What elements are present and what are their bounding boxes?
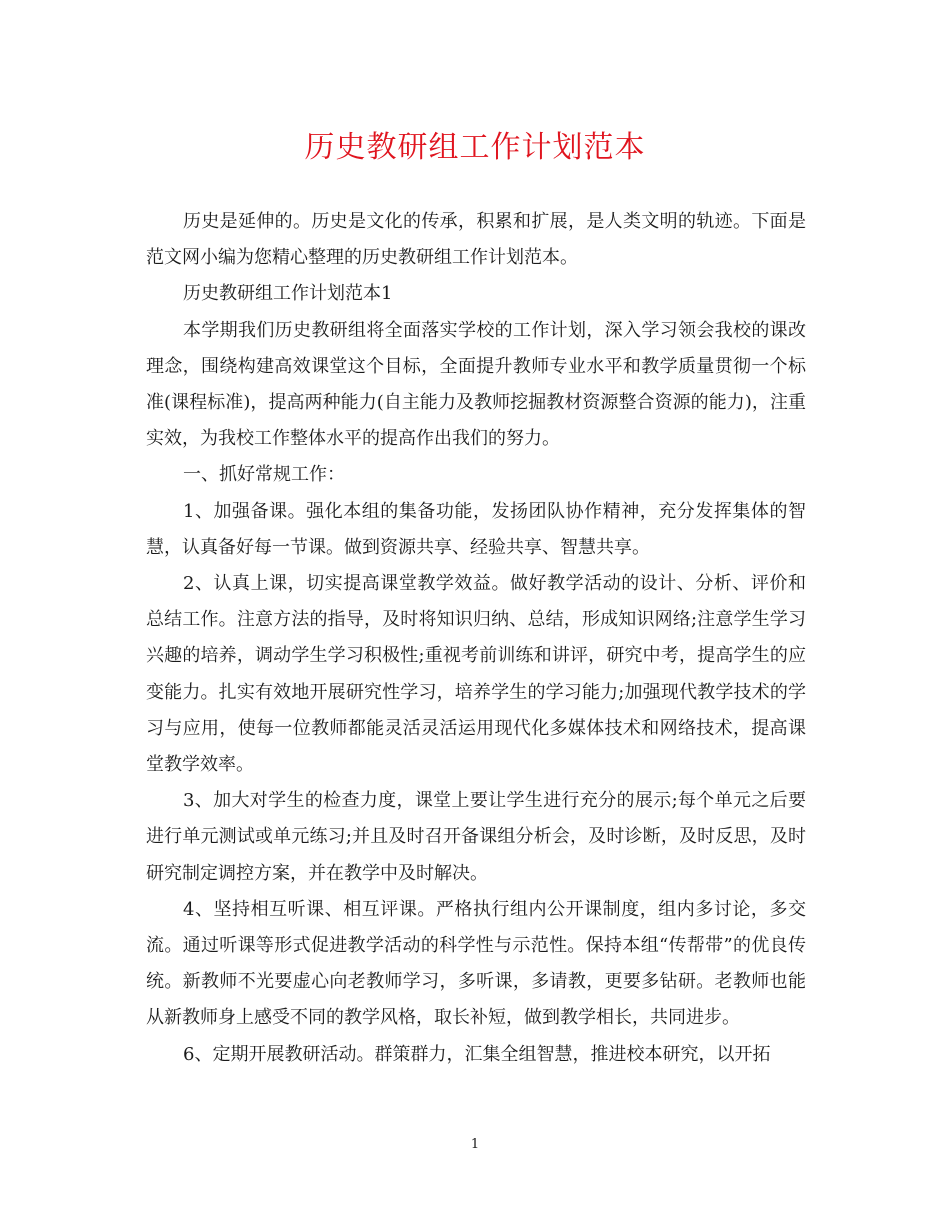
section-heading: 历史教研组工作计划范本1	[183, 283, 393, 305]
list-item: 4、坚持相互听课、相互评课。严格执行组内公开课制度，组内多讨论，多交流。通过听课等形式促进教学活动的科学性与示范性。保持本组“传帮带”的优良传统。新教师不光要虚心向老教师学习，多听课，多请教，更要多钻研。老教师也能从新教师身上感受不同的教学风格，取长补短，做到教学相长，共同进步。	[146, 898, 806, 1029]
list-item: 3、加大对学生的检查力度，课堂上要让学生进行充分的展示;每个单元之后要进行单元测试或单元练习;并且及时召开备课组分析会，及时诊断，及时反思，及时研究制定调控方案，并在教学中及时解决。	[146, 790, 806, 884]
body-paragraph: 本学期我们历史教研组将全面落实学校的工作计划，深入学习领会我校的课改理念，围绕构建高效课堂这个目标，全面提升教师专业水平和教学质量贯彻一个标准(课程标准)，提高两种能力(自主能力及教师挖掘教材资源整合资源的能力)，注重实效，为我校工作整体水平的提高作出我们的努力。	[146, 319, 806, 450]
list-item: 6、定期开展教研活动。群策群力，汇集全组智慧，推进校本研究，以开拓	[183, 1043, 771, 1065]
subsection-heading: 一、抓好常规工作：	[183, 464, 345, 486]
page-number: 1	[470, 1137, 480, 1152]
document-title: 历史教研组工作计划范本	[304, 130, 646, 165]
list-item: 1、加强备课。强化本组的集备功能，发扬团队协作精神，充分发挥集体的智慧，认真备好每一节课。做到资源共享、经验共享、智慧共享。	[146, 500, 806, 558]
intro-paragraph: 历史是延伸的。历史是文化的传承，积累和扩展，是人类文明的轨迹。下面是范文网小编为您精心整理的历史教研组工作计划范本。	[146, 211, 806, 269]
list-item: 2、认真上课，切实提高课堂教学效益。做好教学活动的设计、分析、评价和总结工作。注意方法的指导，及时将知识归纳、总结，形成知识网络;注意学生学习兴趣的培养，调动学生学习积极性;重视考前训练和讲评，研究中考，提高学生的应变能力。扎实有效地开展研究性学习，培养学生的学习能力;加强现代教学技术的学习与应用，使每一位教师都能灵活灵活运用现代化多媒体技术和网络技术，提高课堂教学效率。	[146, 573, 806, 776]
document-body	[146, 204, 806, 1073]
